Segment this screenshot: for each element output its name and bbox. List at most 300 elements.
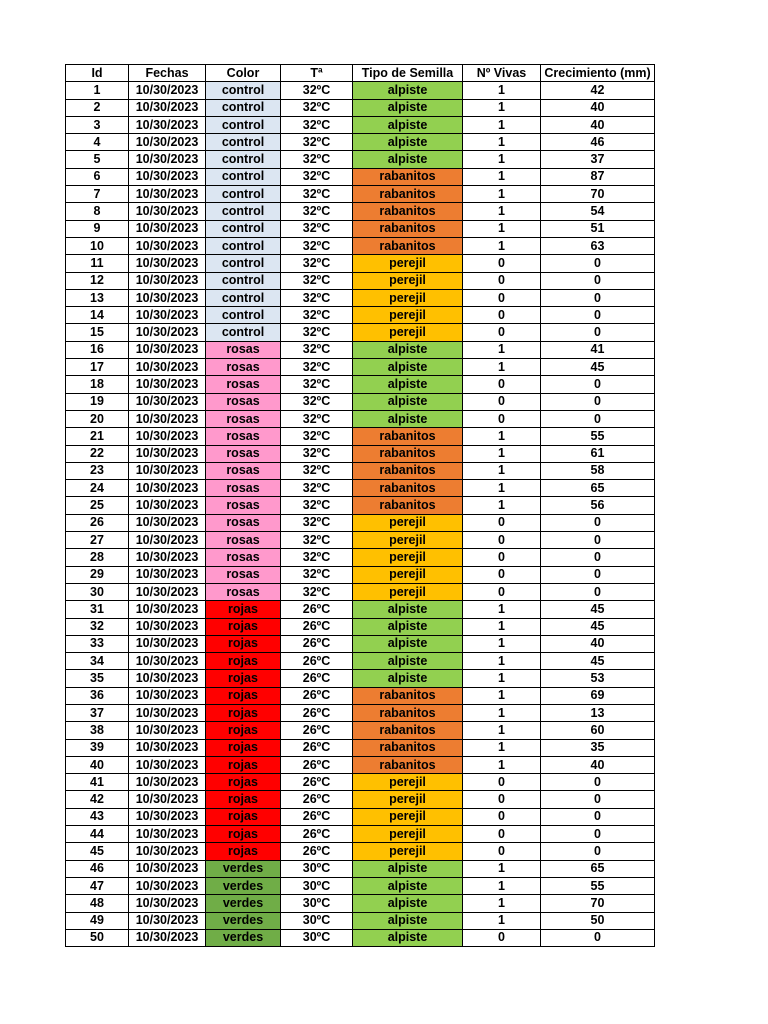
cell-tipo-semilla[interactable]: perejil: [353, 843, 463, 860]
cell-fecha[interactable]: 10/30/2023: [129, 618, 206, 635]
cell-id[interactable]: 4: [66, 134, 129, 151]
cell-crecimiento[interactable]: 69: [541, 687, 655, 704]
cell-color[interactable]: control: [206, 151, 281, 168]
cell-temperatura[interactable]: 26ºC: [281, 687, 353, 704]
cell-vivas[interactable]: 1: [463, 670, 541, 687]
cell-vivas[interactable]: 0: [463, 583, 541, 600]
cell-crecimiento[interactable]: 56: [541, 497, 655, 514]
cell-crecimiento[interactable]: 65: [541, 480, 655, 497]
cell-fecha[interactable]: 10/30/2023: [129, 722, 206, 739]
cell-color[interactable]: rosas: [206, 445, 281, 462]
cell-temperatura[interactable]: 32ºC: [281, 116, 353, 133]
cell-crecimiento[interactable]: 0: [541, 791, 655, 808]
cell-crecimiento[interactable]: 0: [541, 808, 655, 825]
cell-temperatura[interactable]: 32ºC: [281, 445, 353, 462]
cell-vivas[interactable]: 0: [463, 410, 541, 427]
cell-tipo-semilla[interactable]: rabanitos: [353, 203, 463, 220]
cell-vivas[interactable]: 0: [463, 393, 541, 410]
cell-vivas[interactable]: 1: [463, 756, 541, 773]
cell-fecha[interactable]: 10/30/2023: [129, 255, 206, 272]
cell-temperatura[interactable]: 30ºC: [281, 877, 353, 894]
cell-temperatura[interactable]: 26ºC: [281, 601, 353, 618]
cell-crecimiento[interactable]: 0: [541, 324, 655, 341]
cell-id[interactable]: 42: [66, 791, 129, 808]
cell-crecimiento[interactable]: 13: [541, 704, 655, 721]
cell-tipo-semilla[interactable]: rabanitos: [353, 220, 463, 237]
cell-tipo-semilla[interactable]: alpiste: [353, 929, 463, 946]
cell-color[interactable]: rosas: [206, 549, 281, 566]
cell-crecimiento[interactable]: 0: [541, 549, 655, 566]
cell-fecha[interactable]: 10/30/2023: [129, 410, 206, 427]
cell-color[interactable]: rojas: [206, 756, 281, 773]
cell-color[interactable]: rosas: [206, 410, 281, 427]
cell-vivas[interactable]: 1: [463, 428, 541, 445]
cell-color[interactable]: rojas: [206, 670, 281, 687]
cell-temperatura[interactable]: 26ºC: [281, 791, 353, 808]
cell-id[interactable]: 49: [66, 912, 129, 929]
cell-vivas[interactable]: 1: [463, 220, 541, 237]
cell-temperatura[interactable]: 32ºC: [281, 82, 353, 99]
cell-vivas[interactable]: 1: [463, 601, 541, 618]
header-tipo-semilla[interactable]: Tipo de Semilla: [353, 65, 463, 82]
cell-id[interactable]: 20: [66, 410, 129, 427]
cell-id[interactable]: 10: [66, 237, 129, 254]
cell-temperatura[interactable]: 26ºC: [281, 670, 353, 687]
cell-tipo-semilla[interactable]: perejil: [353, 255, 463, 272]
cell-fecha[interactable]: 10/30/2023: [129, 82, 206, 99]
cell-tipo-semilla[interactable]: rabanitos: [353, 722, 463, 739]
cell-crecimiento[interactable]: 60: [541, 722, 655, 739]
cell-fecha[interactable]: 10/30/2023: [129, 497, 206, 514]
cell-color[interactable]: control: [206, 116, 281, 133]
cell-crecimiento[interactable]: 40: [541, 99, 655, 116]
cell-color[interactable]: rosas: [206, 566, 281, 583]
cell-crecimiento[interactable]: 58: [541, 462, 655, 479]
cell-fecha[interactable]: 10/30/2023: [129, 583, 206, 600]
cell-color[interactable]: rojas: [206, 791, 281, 808]
cell-fecha[interactable]: 10/30/2023: [129, 877, 206, 894]
cell-temperatura[interactable]: 32ºC: [281, 151, 353, 168]
cell-color[interactable]: control: [206, 186, 281, 203]
cell-vivas[interactable]: 1: [463, 912, 541, 929]
cell-id[interactable]: 29: [66, 566, 129, 583]
cell-color[interactable]: rojas: [206, 687, 281, 704]
cell-fecha[interactable]: 10/30/2023: [129, 203, 206, 220]
cell-id[interactable]: 14: [66, 307, 129, 324]
cell-tipo-semilla[interactable]: perejil: [353, 566, 463, 583]
cell-id[interactable]: 27: [66, 532, 129, 549]
cell-vivas[interactable]: 1: [463, 722, 541, 739]
cell-temperatura[interactable]: 32ºC: [281, 566, 353, 583]
cell-crecimiento[interactable]: 0: [541, 255, 655, 272]
cell-fecha[interactable]: 10/30/2023: [129, 359, 206, 376]
cell-color[interactable]: control: [206, 220, 281, 237]
cell-vivas[interactable]: 1: [463, 635, 541, 652]
cell-vivas[interactable]: 0: [463, 255, 541, 272]
cell-temperatura[interactable]: 32ºC: [281, 480, 353, 497]
cell-vivas[interactable]: 1: [463, 739, 541, 756]
cell-vivas[interactable]: 1: [463, 895, 541, 912]
cell-crecimiento[interactable]: 0: [541, 393, 655, 410]
cell-tipo-semilla[interactable]: alpiste: [353, 877, 463, 894]
cell-id[interactable]: 40: [66, 756, 129, 773]
cell-crecimiento[interactable]: 35: [541, 739, 655, 756]
header-fechas[interactable]: Fechas: [129, 65, 206, 82]
cell-crecimiento[interactable]: 0: [541, 826, 655, 843]
cell-temperatura[interactable]: 26ºC: [281, 635, 353, 652]
cell-color[interactable]: rosas: [206, 583, 281, 600]
cell-id[interactable]: 43: [66, 808, 129, 825]
cell-vivas[interactable]: 1: [463, 134, 541, 151]
cell-color[interactable]: rosas: [206, 532, 281, 549]
cell-vivas[interactable]: 1: [463, 116, 541, 133]
cell-crecimiento[interactable]: 0: [541, 514, 655, 531]
cell-temperatura[interactable]: 32ºC: [281, 497, 353, 514]
cell-color[interactable]: verdes: [206, 929, 281, 946]
cell-tipo-semilla[interactable]: perejil: [353, 272, 463, 289]
cell-temperatura[interactable]: 26ºC: [281, 704, 353, 721]
cell-temperatura[interactable]: 32ºC: [281, 376, 353, 393]
cell-tipo-semilla[interactable]: perejil: [353, 532, 463, 549]
cell-id[interactable]: 33: [66, 635, 129, 652]
cell-tipo-semilla[interactable]: rabanitos: [353, 186, 463, 203]
cell-vivas[interactable]: 1: [463, 341, 541, 358]
cell-temperatura[interactable]: 32ºC: [281, 428, 353, 445]
cell-crecimiento[interactable]: 87: [541, 168, 655, 185]
cell-crecimiento[interactable]: 0: [541, 929, 655, 946]
cell-crecimiento[interactable]: 46: [541, 134, 655, 151]
cell-temperatura[interactable]: 32ºC: [281, 410, 353, 427]
cell-id[interactable]: 31: [66, 601, 129, 618]
cell-id[interactable]: 3: [66, 116, 129, 133]
cell-id[interactable]: 1: [66, 82, 129, 99]
cell-vivas[interactable]: 0: [463, 929, 541, 946]
cell-color[interactable]: control: [206, 168, 281, 185]
cell-tipo-semilla[interactable]: perejil: [353, 307, 463, 324]
cell-temperatura[interactable]: 32ºC: [281, 583, 353, 600]
cell-crecimiento[interactable]: 0: [541, 583, 655, 600]
cell-fecha[interactable]: 10/30/2023: [129, 307, 206, 324]
cell-tipo-semilla[interactable]: rabanitos: [353, 756, 463, 773]
cell-id[interactable]: 38: [66, 722, 129, 739]
cell-vivas[interactable]: 1: [463, 653, 541, 670]
cell-fecha[interactable]: 10/30/2023: [129, 186, 206, 203]
cell-fecha[interactable]: 10/30/2023: [129, 774, 206, 791]
cell-vivas[interactable]: 1: [463, 877, 541, 894]
cell-crecimiento[interactable]: 0: [541, 532, 655, 549]
cell-temperatura[interactable]: 32ºC: [281, 255, 353, 272]
cell-color[interactable]: rojas: [206, 774, 281, 791]
cell-id[interactable]: 34: [66, 653, 129, 670]
cell-vivas[interactable]: 0: [463, 307, 541, 324]
cell-tipo-semilla[interactable]: alpiste: [353, 912, 463, 929]
cell-tipo-semilla[interactable]: perejil: [353, 324, 463, 341]
cell-temperatura[interactable]: 30ºC: [281, 860, 353, 877]
cell-vivas[interactable]: 1: [463, 445, 541, 462]
cell-color[interactable]: rosas: [206, 462, 281, 479]
cell-temperatura[interactable]: 32ºC: [281, 307, 353, 324]
cell-temperatura[interactable]: 26ºC: [281, 722, 353, 739]
cell-crecimiento[interactable]: 63: [541, 237, 655, 254]
cell-crecimiento[interactable]: 37: [541, 151, 655, 168]
header-temperatura[interactable]: Tª: [281, 65, 353, 82]
cell-vivas[interactable]: 0: [463, 532, 541, 549]
cell-tipo-semilla[interactable]: rabanitos: [353, 497, 463, 514]
cell-temperatura[interactable]: 32ºC: [281, 324, 353, 341]
cell-color[interactable]: control: [206, 307, 281, 324]
cell-temperatura[interactable]: 32ºC: [281, 186, 353, 203]
cell-fecha[interactable]: 10/30/2023: [129, 514, 206, 531]
cell-crecimiento[interactable]: 0: [541, 566, 655, 583]
cell-id[interactable]: 11: [66, 255, 129, 272]
cell-crecimiento[interactable]: 45: [541, 359, 655, 376]
cell-tipo-semilla[interactable]: alpiste: [353, 376, 463, 393]
cell-crecimiento[interactable]: 0: [541, 272, 655, 289]
cell-tipo-semilla[interactable]: alpiste: [353, 359, 463, 376]
cell-color[interactable]: rosas: [206, 514, 281, 531]
cell-crecimiento[interactable]: 55: [541, 428, 655, 445]
cell-vivas[interactable]: 0: [463, 549, 541, 566]
cell-id[interactable]: 45: [66, 843, 129, 860]
cell-fecha[interactable]: 10/30/2023: [129, 445, 206, 462]
cell-tipo-semilla[interactable]: rabanitos: [353, 445, 463, 462]
cell-vivas[interactable]: 1: [463, 618, 541, 635]
cell-id[interactable]: 9: [66, 220, 129, 237]
cell-fecha[interactable]: 10/30/2023: [129, 376, 206, 393]
cell-temperatura[interactable]: 32ºC: [281, 168, 353, 185]
cell-vivas[interactable]: 0: [463, 289, 541, 306]
cell-crecimiento[interactable]: 54: [541, 203, 655, 220]
cell-id[interactable]: 35: [66, 670, 129, 687]
cell-temperatura[interactable]: 26ºC: [281, 739, 353, 756]
cell-vivas[interactable]: 1: [463, 203, 541, 220]
cell-tipo-semilla[interactable]: perejil: [353, 774, 463, 791]
cell-fecha[interactable]: 10/30/2023: [129, 220, 206, 237]
cell-tipo-semilla[interactable]: rabanitos: [353, 704, 463, 721]
cell-id[interactable]: 44: [66, 826, 129, 843]
cell-crecimiento[interactable]: 40: [541, 756, 655, 773]
cell-temperatura[interactable]: 26ºC: [281, 756, 353, 773]
cell-color[interactable]: rosas: [206, 480, 281, 497]
cell-temperatura[interactable]: 32ºC: [281, 220, 353, 237]
cell-vivas[interactable]: 0: [463, 774, 541, 791]
cell-tipo-semilla[interactable]: alpiste: [353, 601, 463, 618]
cell-color[interactable]: rojas: [206, 826, 281, 843]
header-id[interactable]: Id: [66, 65, 129, 82]
cell-vivas[interactable]: 1: [463, 99, 541, 116]
cell-color[interactable]: rosas: [206, 497, 281, 514]
cell-id[interactable]: 6: [66, 168, 129, 185]
cell-vivas[interactable]: 0: [463, 376, 541, 393]
cell-temperatura[interactable]: 30ºC: [281, 895, 353, 912]
cell-color[interactable]: rojas: [206, 653, 281, 670]
cell-temperatura[interactable]: 26ºC: [281, 843, 353, 860]
cell-fecha[interactable]: 10/30/2023: [129, 601, 206, 618]
cell-tipo-semilla[interactable]: rabanitos: [353, 462, 463, 479]
cell-tipo-semilla[interactable]: rabanitos: [353, 480, 463, 497]
cell-fecha[interactable]: 10/30/2023: [129, 289, 206, 306]
cell-temperatura[interactable]: 32ºC: [281, 462, 353, 479]
cell-crecimiento[interactable]: 40: [541, 116, 655, 133]
cell-vivas[interactable]: 1: [463, 687, 541, 704]
cell-fecha[interactable]: 10/30/2023: [129, 480, 206, 497]
cell-id[interactable]: 23: [66, 462, 129, 479]
cell-crecimiento[interactable]: 0: [541, 307, 655, 324]
cell-id[interactable]: 5: [66, 151, 129, 168]
cell-color[interactable]: control: [206, 272, 281, 289]
header-vivas[interactable]: Nº Vivas: [463, 65, 541, 82]
cell-temperatura[interactable]: 32ºC: [281, 514, 353, 531]
cell-fecha[interactable]: 10/30/2023: [129, 99, 206, 116]
cell-tipo-semilla[interactable]: alpiste: [353, 151, 463, 168]
cell-crecimiento[interactable]: 0: [541, 843, 655, 860]
cell-id[interactable]: 7: [66, 186, 129, 203]
cell-id[interactable]: 24: [66, 480, 129, 497]
cell-id[interactable]: 30: [66, 583, 129, 600]
cell-vivas[interactable]: 1: [463, 168, 541, 185]
cell-fecha[interactable]: 10/30/2023: [129, 237, 206, 254]
cell-vivas[interactable]: 1: [463, 151, 541, 168]
cell-temperatura[interactable]: 26ºC: [281, 618, 353, 635]
cell-crecimiento[interactable]: 0: [541, 289, 655, 306]
cell-color[interactable]: verdes: [206, 860, 281, 877]
cell-temperatura[interactable]: 32ºC: [281, 237, 353, 254]
cell-tipo-semilla[interactable]: alpiste: [353, 410, 463, 427]
cell-fecha[interactable]: 10/30/2023: [129, 860, 206, 877]
cell-crecimiento[interactable]: 40: [541, 635, 655, 652]
cell-color[interactable]: rojas: [206, 618, 281, 635]
cell-tipo-semilla[interactable]: perejil: [353, 791, 463, 808]
cell-vivas[interactable]: 1: [463, 237, 541, 254]
cell-id[interactable]: 36: [66, 687, 129, 704]
cell-temperatura[interactable]: 32ºC: [281, 359, 353, 376]
cell-fecha[interactable]: 10/30/2023: [129, 324, 206, 341]
cell-tipo-semilla[interactable]: rabanitos: [353, 168, 463, 185]
cell-fecha[interactable]: 10/30/2023: [129, 532, 206, 549]
cell-tipo-semilla[interactable]: alpiste: [353, 860, 463, 877]
cell-fecha[interactable]: 10/30/2023: [129, 151, 206, 168]
cell-color[interactable]: rosas: [206, 341, 281, 358]
cell-color[interactable]: rojas: [206, 739, 281, 756]
cell-id[interactable]: 50: [66, 929, 129, 946]
cell-id[interactable]: 39: [66, 739, 129, 756]
cell-fecha[interactable]: 10/30/2023: [129, 756, 206, 773]
cell-vivas[interactable]: 0: [463, 808, 541, 825]
cell-vivas[interactable]: 1: [463, 704, 541, 721]
cell-vivas[interactable]: 0: [463, 324, 541, 341]
cell-fecha[interactable]: 10/30/2023: [129, 393, 206, 410]
cell-temperatura[interactable]: 32ºC: [281, 289, 353, 306]
cell-color[interactable]: control: [206, 237, 281, 254]
cell-tipo-semilla[interactable]: alpiste: [353, 895, 463, 912]
cell-tipo-semilla[interactable]: perejil: [353, 808, 463, 825]
cell-color[interactable]: control: [206, 82, 281, 99]
cell-color[interactable]: rojas: [206, 635, 281, 652]
cell-fecha[interactable]: 10/30/2023: [129, 739, 206, 756]
cell-color[interactable]: rojas: [206, 808, 281, 825]
cell-vivas[interactable]: 1: [463, 462, 541, 479]
cell-crecimiento[interactable]: 55: [541, 877, 655, 894]
cell-temperatura[interactable]: 32ºC: [281, 393, 353, 410]
cell-temperatura[interactable]: 30ºC: [281, 929, 353, 946]
cell-id[interactable]: 37: [66, 704, 129, 721]
cell-temperatura[interactable]: 32ºC: [281, 134, 353, 151]
cell-temperatura[interactable]: 30ºC: [281, 912, 353, 929]
cell-temperatura[interactable]: 32ºC: [281, 99, 353, 116]
cell-id[interactable]: 21: [66, 428, 129, 445]
cell-tipo-semilla[interactable]: perejil: [353, 549, 463, 566]
cell-crecimiento[interactable]: 45: [541, 618, 655, 635]
cell-fecha[interactable]: 10/30/2023: [129, 462, 206, 479]
cell-fecha[interactable]: 10/30/2023: [129, 791, 206, 808]
cell-tipo-semilla[interactable]: alpiste: [353, 82, 463, 99]
cell-tipo-semilla[interactable]: alpiste: [353, 393, 463, 410]
cell-temperatura[interactable]: 32ºC: [281, 341, 353, 358]
cell-fecha[interactable]: 10/30/2023: [129, 549, 206, 566]
cell-id[interactable]: 19: [66, 393, 129, 410]
cell-id[interactable]: 2: [66, 99, 129, 116]
cell-tipo-semilla[interactable]: alpiste: [353, 618, 463, 635]
cell-fecha[interactable]: 10/30/2023: [129, 687, 206, 704]
cell-fecha[interactable]: 10/30/2023: [129, 929, 206, 946]
cell-fecha[interactable]: 10/30/2023: [129, 428, 206, 445]
cell-fecha[interactable]: 10/30/2023: [129, 704, 206, 721]
cell-id[interactable]: 32: [66, 618, 129, 635]
cell-color[interactable]: rosas: [206, 428, 281, 445]
cell-temperatura[interactable]: 32ºC: [281, 549, 353, 566]
cell-id[interactable]: 18: [66, 376, 129, 393]
cell-id[interactable]: 41: [66, 774, 129, 791]
cell-vivas[interactable]: 0: [463, 843, 541, 860]
cell-crecimiento[interactable]: 70: [541, 186, 655, 203]
cell-vivas[interactable]: 1: [463, 359, 541, 376]
cell-tipo-semilla[interactable]: alpiste: [353, 635, 463, 652]
cell-crecimiento[interactable]: 53: [541, 670, 655, 687]
cell-color[interactable]: verdes: [206, 912, 281, 929]
cell-vivas[interactable]: 1: [463, 860, 541, 877]
cell-id[interactable]: 48: [66, 895, 129, 912]
cell-fecha[interactable]: 10/30/2023: [129, 895, 206, 912]
cell-fecha[interactable]: 10/30/2023: [129, 566, 206, 583]
cell-color[interactable]: rosas: [206, 393, 281, 410]
cell-tipo-semilla[interactable]: alpiste: [353, 341, 463, 358]
cell-temperatura[interactable]: 26ºC: [281, 653, 353, 670]
cell-fecha[interactable]: 10/30/2023: [129, 116, 206, 133]
cell-crecimiento[interactable]: 0: [541, 774, 655, 791]
cell-id[interactable]: 15: [66, 324, 129, 341]
cell-temperatura[interactable]: 32ºC: [281, 203, 353, 220]
cell-vivas[interactable]: 0: [463, 514, 541, 531]
cell-color[interactable]: rosas: [206, 359, 281, 376]
cell-vivas[interactable]: 1: [463, 186, 541, 203]
cell-color[interactable]: control: [206, 134, 281, 151]
cell-temperatura[interactable]: 32ºC: [281, 272, 353, 289]
cell-id[interactable]: 13: [66, 289, 129, 306]
cell-fecha[interactable]: 10/30/2023: [129, 912, 206, 929]
cell-vivas[interactable]: 0: [463, 566, 541, 583]
cell-temperatura[interactable]: 26ºC: [281, 774, 353, 791]
cell-tipo-semilla[interactable]: alpiste: [353, 116, 463, 133]
cell-color[interactable]: control: [206, 289, 281, 306]
cell-color[interactable]: control: [206, 324, 281, 341]
cell-id[interactable]: 12: [66, 272, 129, 289]
cell-id[interactable]: 47: [66, 877, 129, 894]
cell-id[interactable]: 17: [66, 359, 129, 376]
cell-tipo-semilla[interactable]: alpiste: [353, 99, 463, 116]
cell-color[interactable]: rojas: [206, 843, 281, 860]
cell-fecha[interactable]: 10/30/2023: [129, 168, 206, 185]
cell-color[interactable]: rosas: [206, 376, 281, 393]
